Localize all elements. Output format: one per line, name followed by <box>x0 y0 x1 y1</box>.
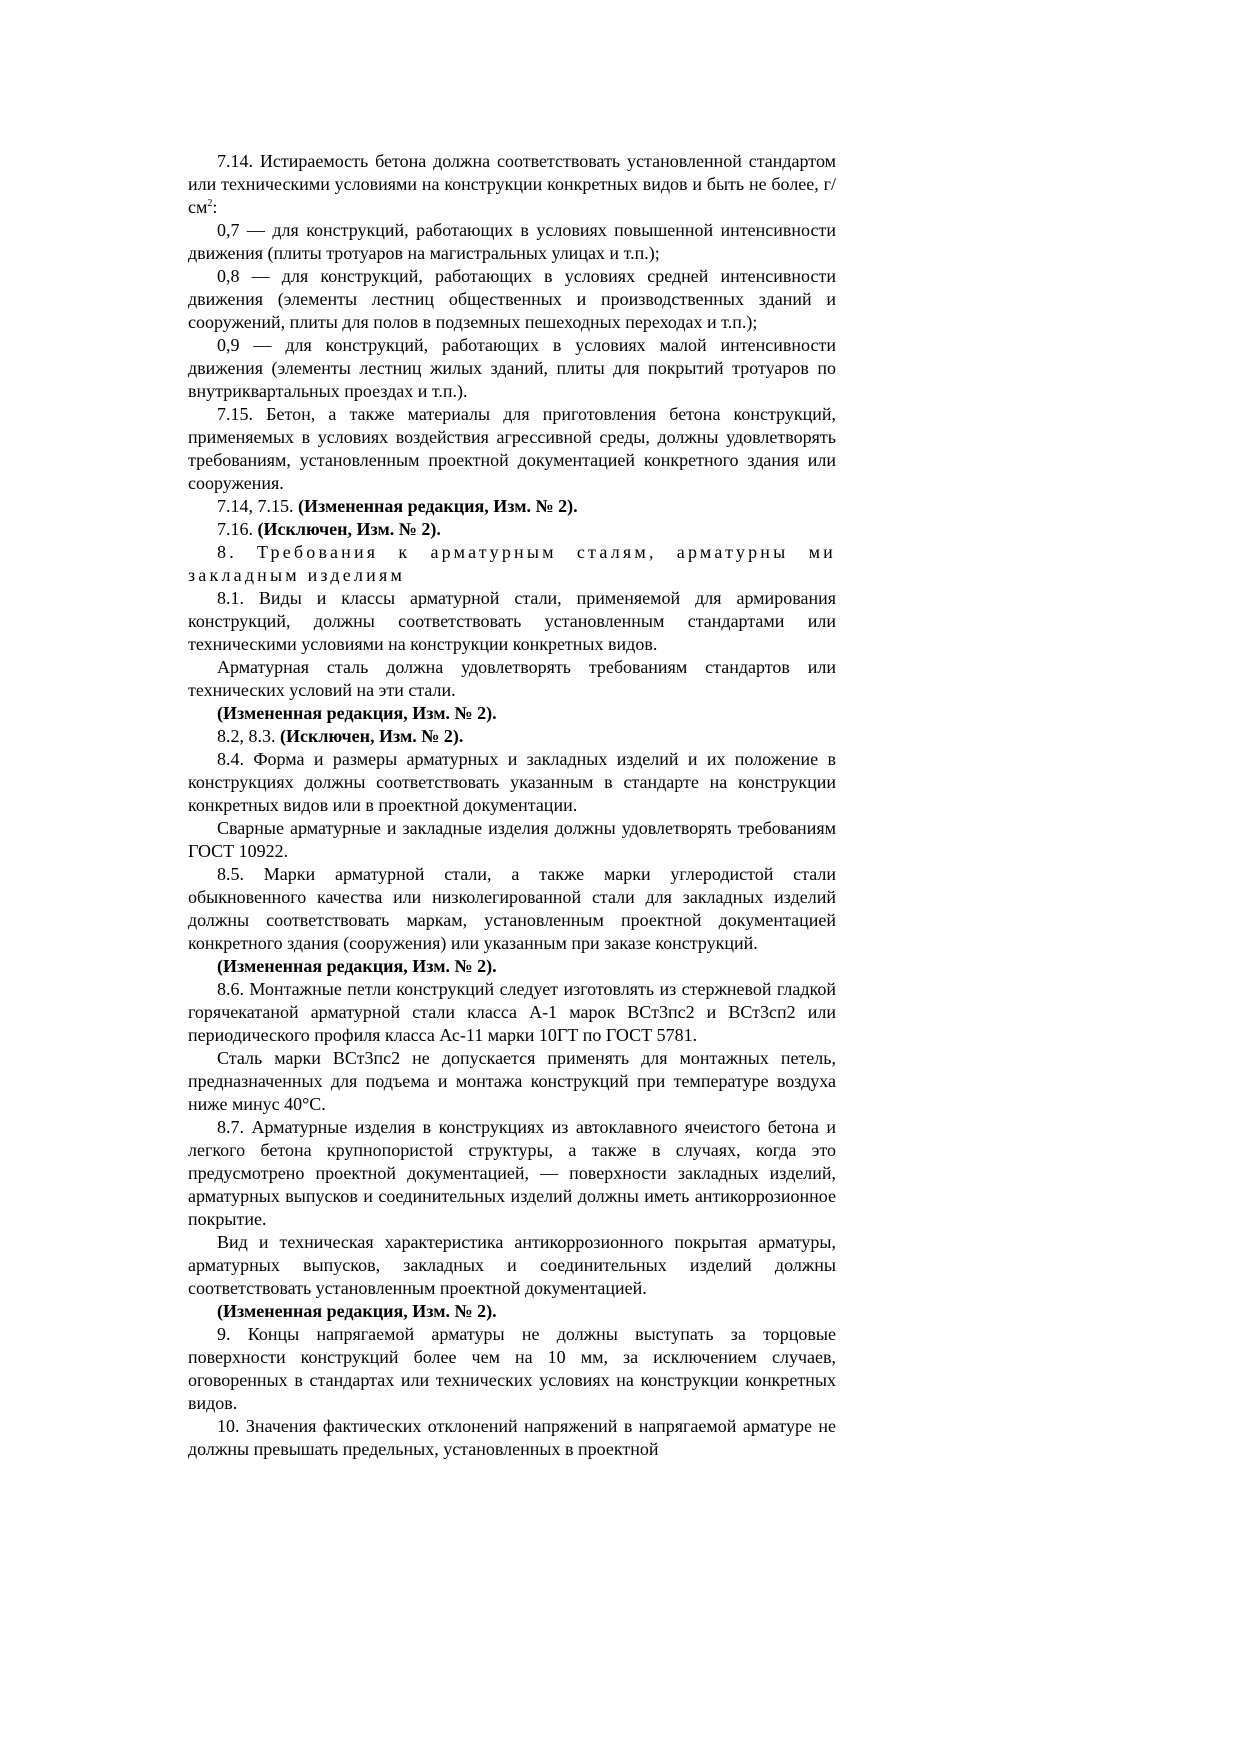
document-page <box>188 150 836 1461</box>
paragraph-8-2-8-3 <box>188 725 836 748</box>
paragraph-revision-8-5 <box>188 955 836 978</box>
paragraph-revision-7-14-7-15 <box>188 495 836 518</box>
paragraph-8-1: 8.1. Виды и классы арматурной стали, применяемой для армирования конструкций, должны соответствовать установленным стандартами или техническими условиями на конструкции конкретных видов. <box>188 588 836 654</box>
clause-number: 8.2, 8.3. <box>217 726 280 746</box>
paragraph-coating-type: Вид и техническая характеристика антикоррозионного покрытая арматуры, арматурных выпусков, закладных и соединительных изделий должны соответствовать установленным проектной документацией. <box>188 1232 836 1298</box>
paragraph-7-16 <box>188 518 836 541</box>
paragraph-0-8: 0,8 — для конструкций, работающих в условиях средней интенсивности движения (элементы лестниц общественных и производственных зданий и сооружений, плиты для полов в подземных пешеходных переходах и т.п.); <box>188 266 836 332</box>
revision-note: (Исключен, Изм. № 2). <box>257 519 441 539</box>
revision-note: (Измененная редакция, Изм. № 2). <box>217 956 497 976</box>
paragraph-0-7: 0,7 — для конструкций, работающих в условиях повышенной интенсивности движения (плиты тротуаров на магистральных улицах и т.п.); <box>188 220 836 263</box>
paragraph-0-9: 0,9 — для конструкций, работающих в условиях малой интенсивности движения (элементы лестниц жилых зданий, плиты для покрытий тротуаров по внутриквартальных проездах и т.п.). <box>188 335 836 401</box>
paragraph-tail: : <box>212 197 218 217</box>
paragraph-10: 10. Значения фактических отклонений напряжений в напрягаемой арматуре не должны превышать предельных, установленных в проектной <box>188 1416 836 1459</box>
paragraph-8-7: 8.7. Арматурные изделия в конструкциях из автоклавного ячеистого бетона и легкого бетона крупнопористой структуры, а также в случаях, когда это предусмотрено проектной документацией, — поверхности закладных изделий, арматурных выпусков и соединительных изделий должны иметь антикоррозионное покрытие. <box>188 1117 836 1229</box>
revision-note: (Измененная редакция, Изм. № 2). <box>298 496 578 516</box>
paragraph-welded-items: Сварные арматурные и закладные изделия должны удовлетворять требованиям ГОСТ 10922. <box>188 818 836 861</box>
paragraph-9: 9. Концы напрягаемой арматуры не должны выступать за торцовые поверхности конструкций более чем на 10 мм, за исключением случаев, оговоренных в стандартах или технических условиях на конструкции конкретных видов. <box>188 1324 836 1413</box>
paragraph-steel-grade-limit: Сталь марки ВСт3пс2 не допускается применять для монтажных петель, предназначенных для подъема и монтажа конструкций при температуре воздуха ниже минус 40°С. <box>188 1048 836 1114</box>
paragraph-steel-requirements: Арматурная сталь должна удовлетворять требованиям стандартов или технических условий на эти стали. <box>188 657 836 700</box>
clause-number: 7.16. <box>217 519 258 539</box>
paragraph-8-6: 8.6. Монтажные петли конструкций следует изготовлять из стержневой гладкой горячекатаной арматурной стали класса А-1 марок ВСт3пс2 и ВСт3сп2 или периодического профиля класса Ас-11 марки 10ГТ по ГОСТ 5781. <box>188 979 836 1045</box>
revision-note: (Измененная редакция, Изм. № 2). <box>217 703 497 723</box>
section-heading-8: 8. Требования к арматурным сталям, арматурны ми закладным изделиям <box>188 542 836 585</box>
revision-note: (Измененная редакция, Изм. № 2). <box>217 1301 497 1321</box>
paragraph-7-14 <box>188 150 836 219</box>
paragraph-revision-8-7 <box>188 1300 836 1323</box>
paragraph-text: 7.14. Истираемость бетона должна соответствовать установленной стандартом или техническими условиями на конструкции конкретных видов и быть не более, г/см <box>188 151 836 217</box>
paragraph-8-4: 8.4. Форма и размеры арматурных и закладных изделий и их положение в конструкциях должны соответствовать указанным в стандарте на конструкции конкретных видов или в проектной документации. <box>188 749 836 815</box>
clause-number: 7.14, 7.15. <box>217 496 298 516</box>
paragraph-8-5: 8.5. Марки арматурной стали, а также марки углеродистой стали обыкновенного качества или низколегированной стали для закладных изделий должны соответствовать маркам, установленным проектной документацией конкретного здания (сооружения) или указанным при заказе конструкций. <box>188 864 836 953</box>
revision-note: (Исключен, Изм. № 2). <box>280 726 464 746</box>
superscript: 2 <box>207 198 213 209</box>
paragraph-revision-8-1 <box>188 702 836 725</box>
paragraph-7-15: 7.15. Бетон, а также материалы для приготовления бетона конструкций, применяемых в условиях воздействия агрессивной среды, должны удовлетворять требованиям, установленным проектной документацией конкретного здания или сооружения. <box>188 404 836 493</box>
